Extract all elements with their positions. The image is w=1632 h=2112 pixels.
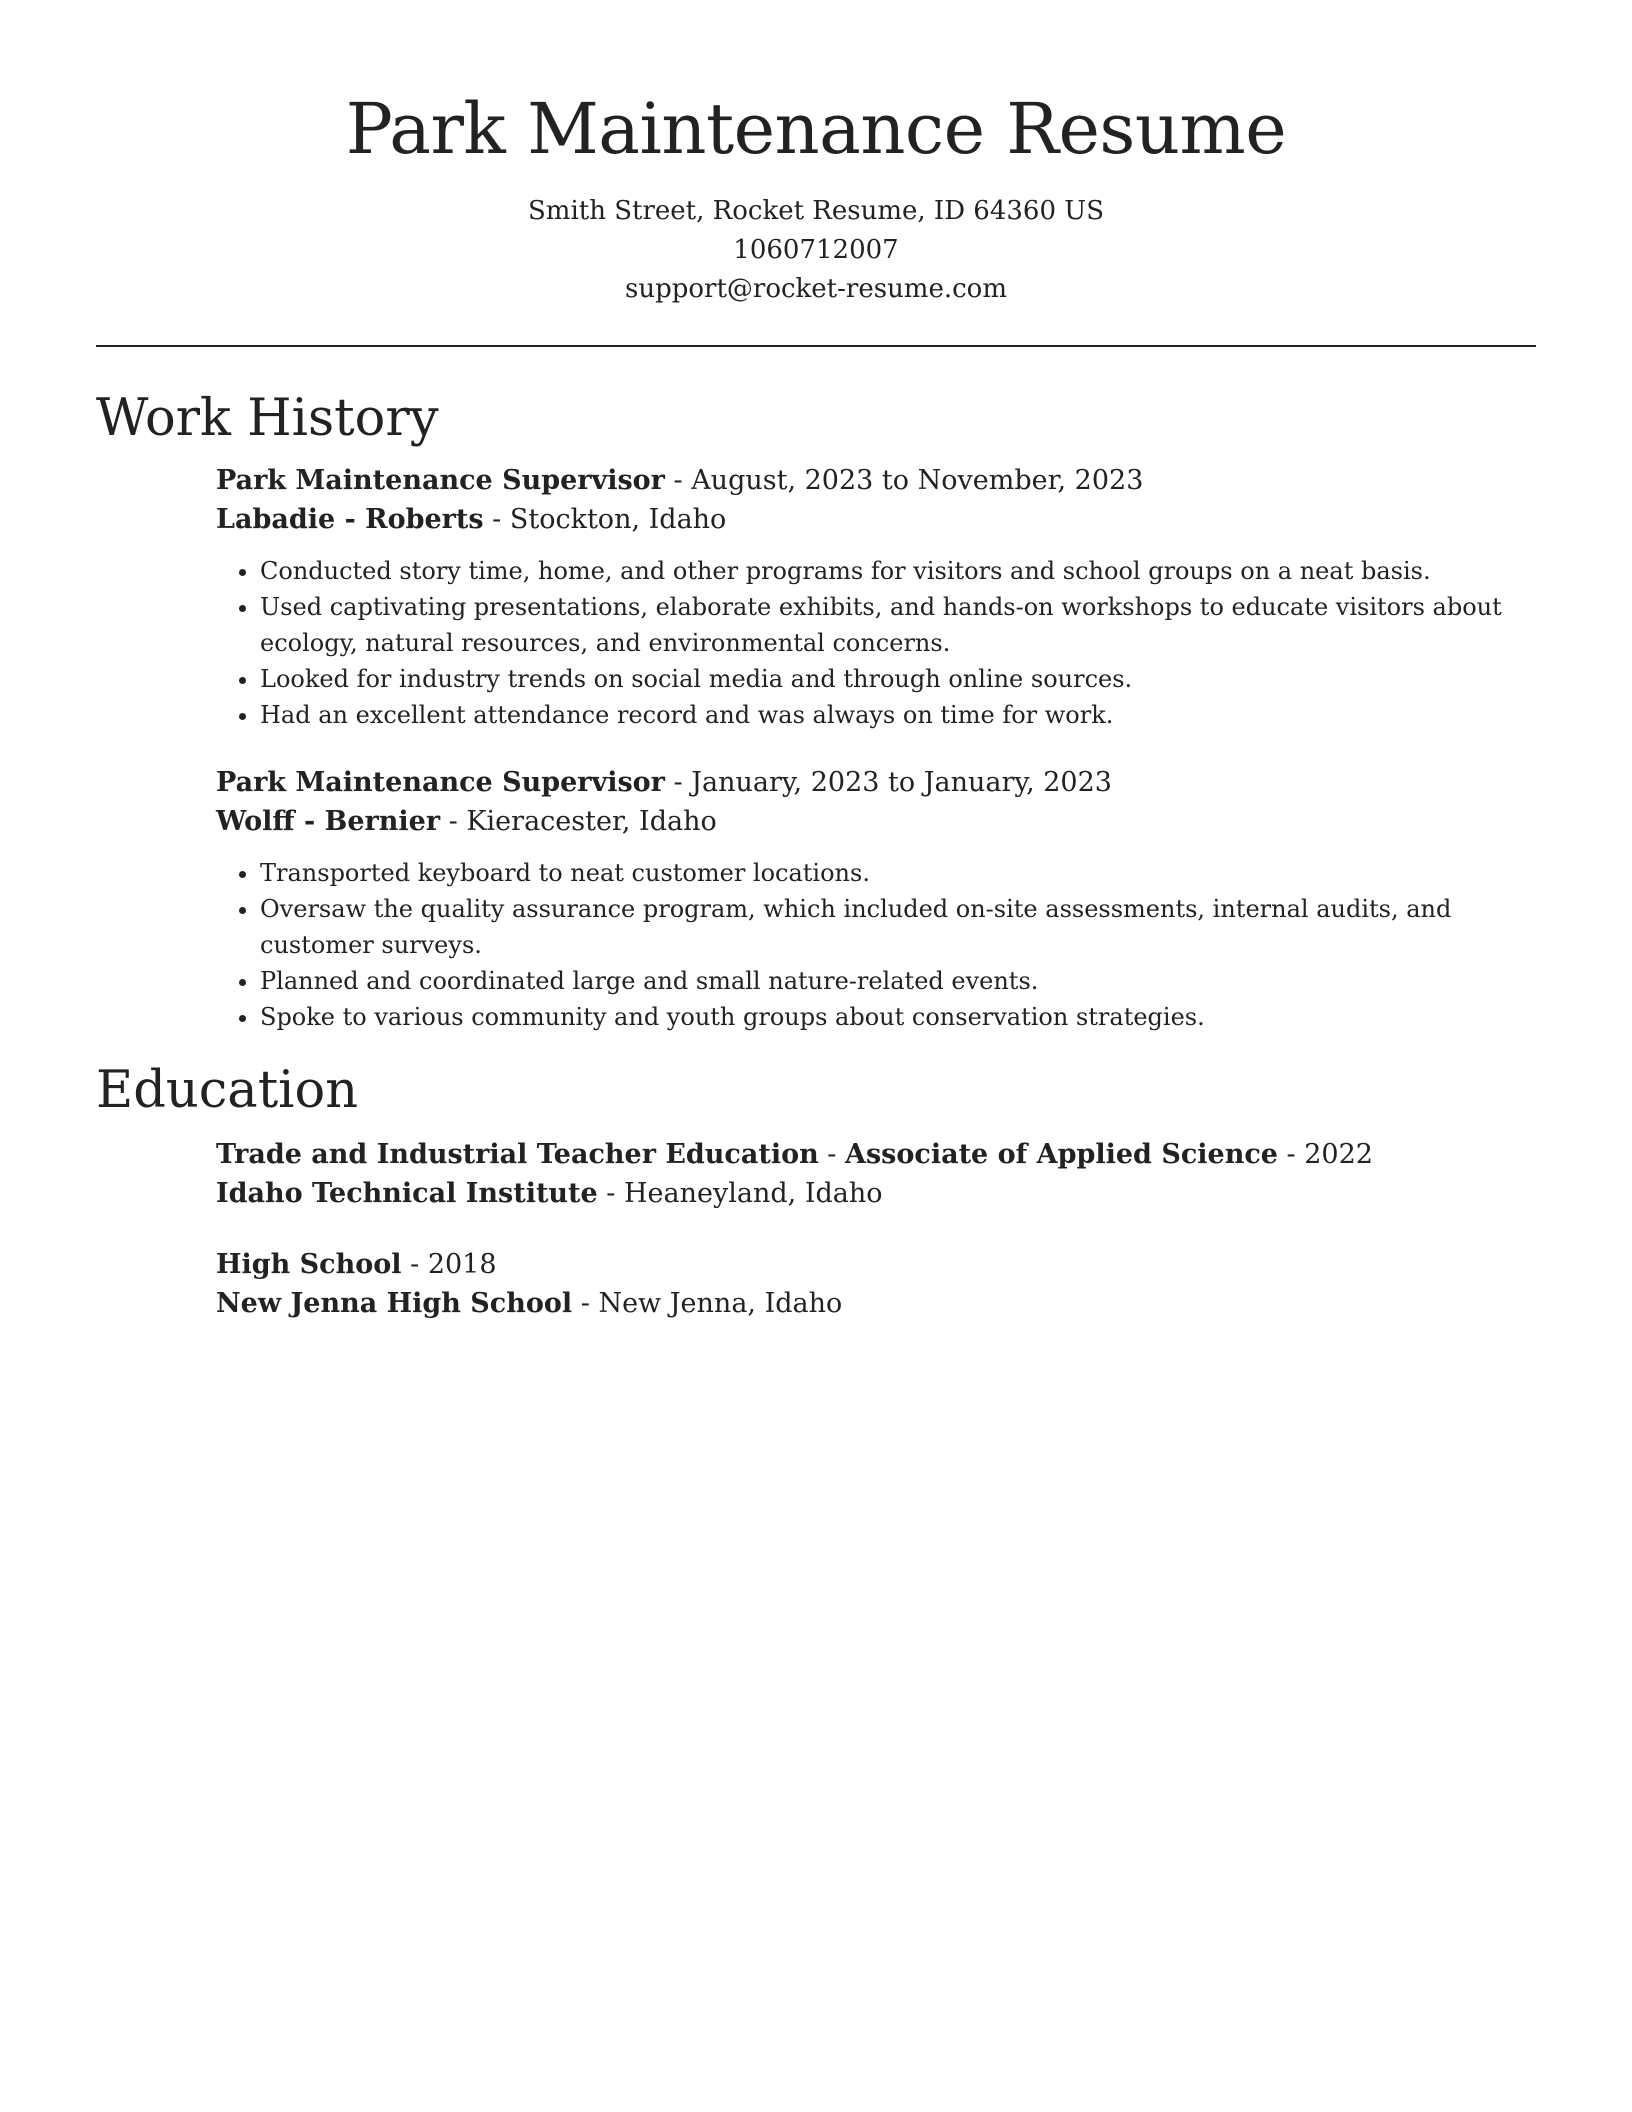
header-divider [96,345,1536,347]
job-bullet-list [216,553,1536,733]
job-bullet-list [216,855,1536,1035]
job-bullet: • Had an excellent attendance record and was always on time for work. [260,697,1536,733]
education-location: New Jenna, Idaho [598,1288,843,1319]
resume-header [96,0,1536,309]
job-entry [216,461,1536,733]
job-location: Stockton, Idaho [509,504,727,535]
job-entry [216,763,1536,1035]
job-employer-line: Labadie - Roberts - Stockton, Idaho [216,504,727,535]
job-position: Park Maintenance Supervisor [216,767,665,798]
education-entry [216,1135,1536,1213]
job-employer-line: Wolff - Bernier - Kieracester, Idaho [216,806,717,837]
contact-phone: 1060712007 [733,235,899,265]
education-degree: Associate of Applied Science [845,1139,1278,1170]
education-year: 2022 [1304,1139,1373,1170]
education-school-line: Idaho Technical Institute - Heaneyland, Idaho [216,1178,883,1209]
job-bullet: • Transported keyboard to neat customer locations. [260,855,1536,891]
job-bullet: • Used captivating presentations, elaborate exhibits, and hands-on workshops to educate visitors about ecology, natural resources, and environmental concerns. [260,589,1536,661]
job-employer: Wolff - Bernier [216,806,441,837]
education-heading: Education [96,1061,359,1120]
education-school: Idaho Technical Institute [216,1178,598,1209]
job-dates: January, 2023 to January, 2023 [691,767,1112,798]
job-employer: Labadie - Roberts [216,504,484,535]
job-bullet: • Conducted story time, home, and other programs for visitors and school groups on a neat basis. [260,553,1536,589]
contact-email: support@rocket-resume.com [624,274,1007,304]
education-school: New Jenna High School [216,1288,573,1319]
resume-title: Park Maintenance Resume [345,88,1287,170]
job-bullet: • Planned and coordinated large and small nature-related events. [260,963,1536,999]
education-school-line: New Jenna High School - New Jenna, Idaho [216,1288,843,1319]
education-degree-line: Trade and Industrial Teacher Education - Associate of Applied Science - 2022 [216,1139,1373,1170]
work-history-heading: Work History [96,389,439,448]
job-bullet: • Oversaw the quality assurance program, which included on-site assessments, internal audits, and customer surveys. [260,891,1536,963]
education-field: High School [216,1249,402,1280]
job-bullet: • Looked for industry trends on social media and through online sources. [260,661,1536,697]
education-degree-line: High School - 2018 [216,1249,497,1280]
contact-info [96,192,1536,309]
job-position: Park Maintenance Supervisor [216,465,665,496]
education-location: Heaneyland, Idaho [624,1178,883,1209]
education-year: 2018 [427,1249,497,1280]
job-title-line: Park Maintenance Supervisor - August, 2023 to November, 2023 [216,465,1144,496]
education-entry [216,1245,1536,1323]
resume-page [96,0,1536,1323]
job-bullet: • Spoke to various community and youth groups about conservation strategies. [260,999,1536,1035]
education-field: Trade and Industrial Teacher Education [216,1139,819,1170]
job-title-line: Park Maintenance Supervisor - January, 2023 to January, 2023 [216,767,1112,798]
contact-address: Smith Street, Rocket Resume, ID 64360 US [527,196,1105,226]
job-location: Kieracester, Idaho [466,806,717,837]
job-dates: August, 2023 to November, 2023 [691,465,1144,496]
